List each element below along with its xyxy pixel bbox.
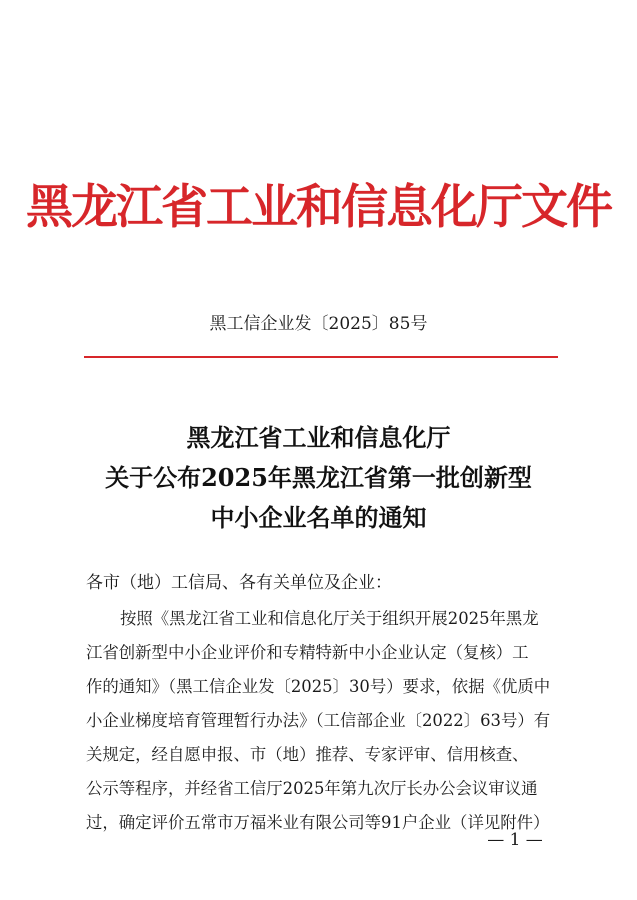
title-line-3: 中小企业名单的通知 (210, 503, 427, 532)
document-number: 黑工信企业发〔2025〕85号 (209, 314, 428, 334)
body-line-5: 关规定，经自愿申报、市（地）推荐、专家评审、信用核查、 (86, 745, 529, 764)
body-line-7: 过，确定评价五常市万福米业有限公司等91户企业（详见附件） (86, 813, 550, 832)
body-line-3: 作的通知》（黑工信企业发〔2025〕30号）要求，依据《优质中 (86, 677, 551, 696)
page-number: — 1 — (487, 830, 543, 850)
body-line-2: 江省创新型中小企业评价和专精特新中小企业认定（复核）工 (86, 643, 529, 662)
body-paragraph (86, 602, 556, 840)
document-masthead: 黑龙江省工业和信息化厅文件 (26, 180, 611, 235)
title-line-1: 黑龙江省工业和信息化厅 (186, 423, 451, 452)
body-line-6: 公示等程序，并经省工信厅2025年第九次厅长办公会议审议通 (86, 779, 538, 798)
title-line-2: 关于公布2025年黑龙江省第一批创新型 (105, 463, 532, 492)
body-line-4: 小企业梯度培育管理暂行办法》（工信部企业〔2022〕63号）有 (86, 711, 551, 730)
red-divider-line (84, 356, 558, 358)
body-line-1: 按照《黑龙江省工业和信息化厅关于组织开展2025年黑龙 (120, 609, 539, 628)
document-title (0, 418, 637, 538)
salutation: 各市（地）工信局、各有关单位及企业： (86, 573, 392, 593)
